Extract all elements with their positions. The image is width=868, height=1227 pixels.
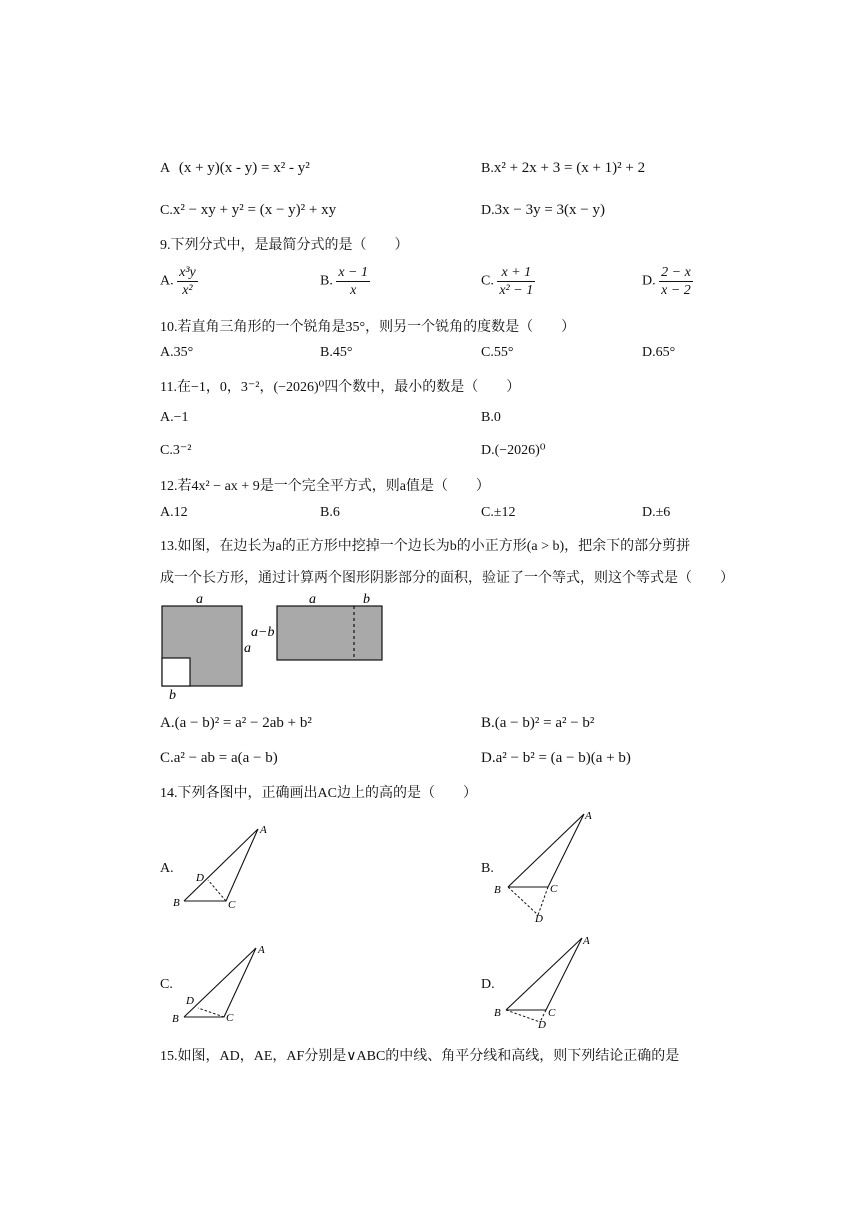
q10-option-d[interactable]: D.65° <box>642 345 676 360</box>
q12-stem: 12.若4x² − ax + 9是一个完全平方式，则a值是（ ） <box>160 479 490 494</box>
q9-option-b-numerator: x − 1 <box>338 265 369 280</box>
q11-option-d[interactable]: D.(−2026)⁰ <box>481 443 546 458</box>
q10-stem: 10.若直角三角形的一个锐角是35°，则另一个锐角的度数是（ ） <box>160 320 576 335</box>
q14-d-point-d: D <box>538 1019 546 1031</box>
q11-option-a[interactable]: A.−1 <box>160 410 189 425</box>
q13-label-b2: b <box>363 592 370 607</box>
q9-option-c-label: C. <box>481 273 494 289</box>
q9-option-d-denominator: x − 2 <box>661 283 691 298</box>
q14-c-point-a: A <box>258 944 265 956</box>
q11-option-c[interactable]: C.3⁻² <box>160 443 192 458</box>
q13-label-a-top: a <box>196 592 203 607</box>
q13-option-c-text: C.a² − ab = a(a − b) <box>160 750 278 766</box>
q8-option-d[interactable] <box>481 202 605 219</box>
q9-option-d[interactable] <box>642 264 693 299</box>
q11-stem: 11.在−1，0，3⁻²，(−2026)⁰四个数中，最小的数是（ ） <box>160 380 521 395</box>
q10-option-b[interactable]: B.45° <box>320 345 353 360</box>
q13-label-a-side: a <box>244 641 251 656</box>
q9-option-a-fraction <box>177 264 198 299</box>
q13-label-b: b <box>169 688 176 703</box>
q9-option-c-numerator: x + 1 <box>497 264 535 282</box>
q13-option-b[interactable] <box>481 715 594 732</box>
q14-option-b-label[interactable]: B. <box>481 861 494 876</box>
q8-option-b-expr: x² + 2x + 3 = (x + 1)² + 2 <box>493 160 646 176</box>
q12-option-c[interactable]: C.±12 <box>481 505 516 520</box>
q14-option-d-label[interactable]: D. <box>481 977 495 992</box>
q14-a-point-c: C <box>228 899 236 911</box>
q14-d-altitude <box>506 1010 540 1022</box>
q12-option-a[interactable]: A.12 <box>160 505 188 520</box>
q14-option-a-label[interactable]: A. <box>160 861 174 876</box>
q14-c-triangle <box>184 948 256 1017</box>
q8-option-d-label: D. <box>481 203 495 218</box>
q9-option-b-fraction <box>336 264 370 299</box>
q8-option-c-label: C. <box>160 203 173 218</box>
q14-b-altitude <box>538 887 548 915</box>
q14-option-c-label[interactable]: C. <box>160 977 173 992</box>
q14-figure-d <box>488 930 603 1035</box>
q13-option-a-text: A.(a − b)² = a² − 2ab + b² <box>160 715 312 731</box>
q11-option-b[interactable]: B.0 <box>481 410 501 425</box>
q9-option-a-label: A. <box>160 273 174 289</box>
q12-option-d[interactable]: D.±6 <box>642 505 671 520</box>
q8-option-b[interactable] <box>481 160 645 177</box>
q9-stem: 9.下列分式中，是最简分式的是（ ） <box>160 238 409 253</box>
q8-option-b-label: B. <box>481 161 494 176</box>
q9-option-b-label: B. <box>320 273 333 289</box>
q14-d-point-c: C <box>548 1007 556 1019</box>
q14-b-point-a: A <box>585 810 592 822</box>
q9-option-b[interactable] <box>320 264 370 299</box>
q14-a-point-d: D <box>196 872 204 884</box>
q14-a-altitude <box>208 880 226 901</box>
q14-b-point-b: B <box>494 884 501 896</box>
q13-label-a-minus-b: a−b <box>251 625 275 640</box>
q14-b-point-d: D <box>535 913 543 925</box>
q14-b-point-c: C <box>550 883 558 895</box>
q10-option-c[interactable]: C.55° <box>481 345 514 360</box>
q14-b-triangle <box>508 814 584 887</box>
q9-option-a[interactable] <box>160 264 198 299</box>
q9-option-a-denominator: x² <box>182 283 193 298</box>
q9-option-c[interactable] <box>481 264 535 299</box>
q14-c-altitude <box>198 1008 224 1017</box>
q14-a-point-a: A <box>260 824 267 836</box>
q9-option-b-denominator: x <box>350 283 357 298</box>
q9-option-d-numerator: 2 − x <box>661 265 691 280</box>
q8-option-a-label: A <box>160 161 170 176</box>
q13-option-d[interactable] <box>481 750 631 767</box>
q14-stem: 14.下列各图中，正确画出AC边上的高的是（ ） <box>160 786 477 801</box>
q14-figure-a <box>170 820 280 915</box>
q13-option-c[interactable] <box>160 750 278 767</box>
q14-d-triangle <box>506 938 582 1010</box>
q14-a-point-b: B <box>173 897 180 909</box>
q9-option-d-fraction <box>659 264 693 299</box>
q14-figure-c <box>170 940 280 1030</box>
q8-option-a[interactable] <box>160 160 310 177</box>
q13-option-b-text: B.(a − b)² = a² − b² <box>481 715 595 731</box>
q13-stem-line2: 成一个长方形，通过计算两个图形阴影部分的面积，验证了一个等式，则这个等式是（ ） <box>160 571 734 586</box>
q13-option-a[interactable] <box>160 715 312 732</box>
q14-c-point-d: D <box>186 995 194 1007</box>
q13-stem-line1: 13.如图，在边长为a的正方形中挖掉一个边长为b的小正方形(a > b)，把余下的部分剪拼 <box>160 539 691 554</box>
q13-option-d-text: D.a² − b² = (a − b)(a + b) <box>481 750 631 766</box>
q8-option-c-expr: x² − xy + y² = (x − y)² + xy <box>172 202 337 218</box>
q13-small-square <box>162 658 190 686</box>
q9-option-c-denominator: x² − 1 <box>499 283 534 298</box>
q8-option-c[interactable] <box>160 202 336 219</box>
q10-option-a[interactable]: A.35° <box>160 345 194 360</box>
q14-c-point-c: C <box>226 1012 234 1024</box>
q12-option-b[interactable]: B.6 <box>320 505 340 520</box>
q13-figure <box>150 588 400 706</box>
q9-option-d-label: D. <box>642 273 656 289</box>
q13-label-a2: a <box>309 592 316 607</box>
q9-option-a-numerator: x³y <box>179 265 196 280</box>
q14-b-extension <box>508 887 538 915</box>
q8-option-d-expr: 3x − 3y = 3(x − y) <box>494 202 605 218</box>
q15-stem: 15.如图，AD，AE，AF分别是∨ABC的中线、角平分线和高线，则下列结论正确的是 <box>160 1049 680 1064</box>
q14-a-triangle <box>184 829 258 901</box>
q14-d-point-b: B <box>494 1007 501 1019</box>
q14-c-point-b: B <box>172 1013 179 1025</box>
q14-d-point-a: A <box>583 935 590 947</box>
q14-figure-b <box>488 805 603 925</box>
q9-option-c-fraction <box>497 264 535 299</box>
q8-option-a-expr: (x + y)(x - y) = x² - y² <box>178 160 310 176</box>
q13-rectangle <box>277 606 382 660</box>
